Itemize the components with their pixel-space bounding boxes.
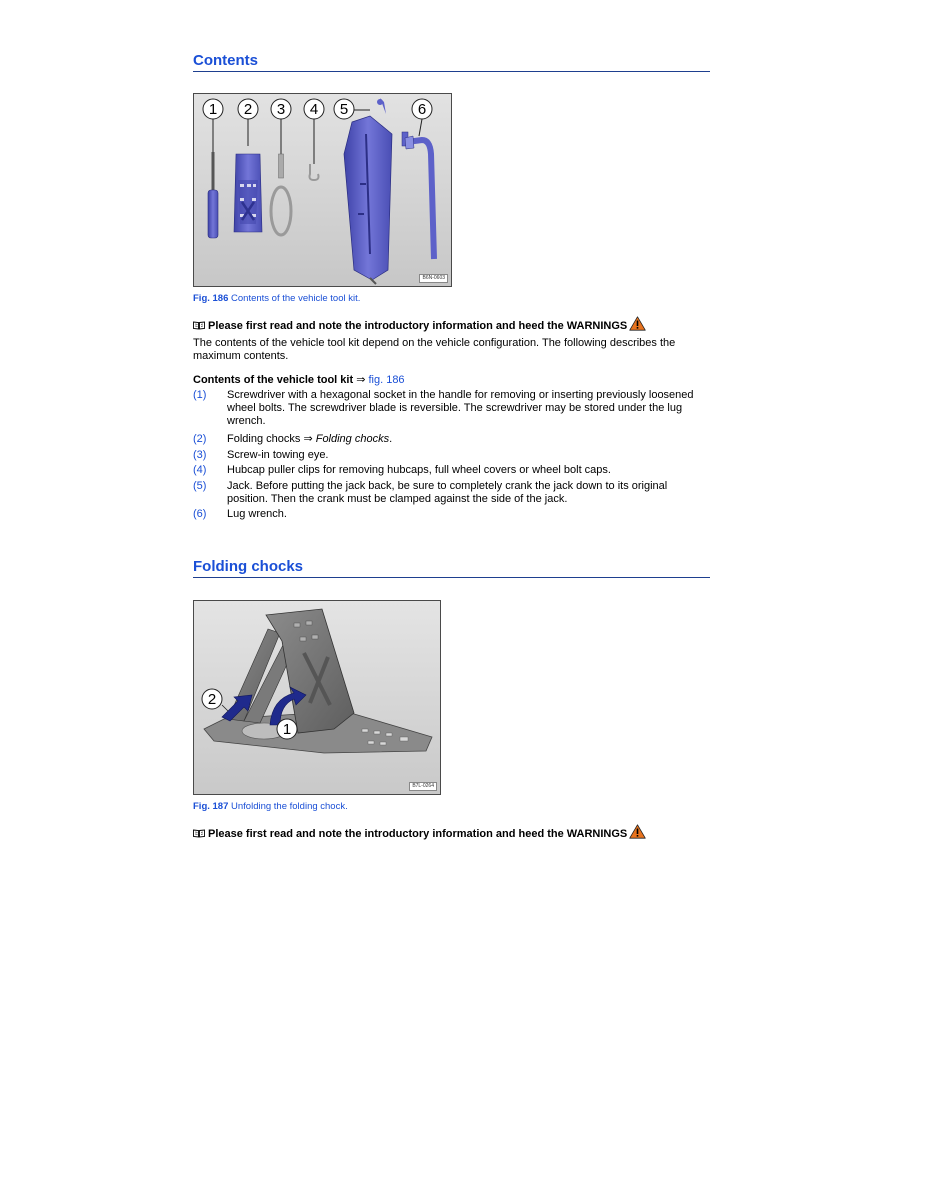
figure-code: B7L-0264 — [409, 782, 437, 791]
callout-label-4: 4 — [309, 101, 319, 118]
tool-kit-figure — [193, 93, 452, 287]
notice-text: Please first read and note the introductory information and heed the WARNINGS — [208, 320, 628, 332]
fig-186-link[interactable]: fig. 186 — [368, 374, 405, 386]
list-item — [193, 480, 710, 506]
callout-label-3: 3 — [276, 101, 286, 118]
notice-text: Please first read and note the introductory information and heed the WARNINGS — [208, 828, 628, 840]
list-item-arrow: ⇒ — [303, 433, 313, 445]
contents-heading: Contents — [193, 52, 710, 72]
list-heading-arrow: ⇒ — [356, 374, 366, 386]
tool-kit-list-heading — [193, 373, 405, 386]
list-item-text: Jack. Before putting the jack back, be sure to completely crank the jack down to its original position. Then the crank must be clamped against the side of the jack. — [227, 479, 668, 505]
warning-triangle-icon — [629, 824, 646, 839]
list-item — [193, 464, 710, 477]
book-icon — [193, 321, 205, 330]
figure-caption-text: Unfolding the folding chock. — [231, 801, 348, 812]
list-heading-text: Contents of the vehicle tool kit — [193, 374, 354, 386]
folding-chock-figure — [193, 600, 441, 795]
list-item-text: Screwdriver with a hexagonal socket in the handle for removing or inserting previously loosened wheel bolts. The screwdriver blade is reversible. The screwdriver may be stored under the lug wrench. — [227, 389, 694, 427]
warning-notice — [193, 824, 646, 840]
list-item — [193, 389, 710, 428]
figure-number: Fig. 186 — [193, 293, 229, 304]
book-icon — [193, 829, 205, 838]
callout-label-6: 6 — [417, 101, 427, 118]
folding-chocks-link[interactable]: Folding chocks — [315, 433, 390, 445]
intro-paragraph: The contents of the vehicle tool kit depend on the vehicle configuration. The following describes the maximum contents. — [193, 337, 676, 362]
list-item-number: (6) — [193, 508, 207, 520]
list-item-text-main: Folding chocks — [227, 433, 301, 445]
list-item-number: (4) — [193, 464, 207, 476]
callout-label-2: 2 — [207, 691, 217, 708]
list-item-number: (1) — [193, 389, 207, 401]
list-item-end: . — [389, 433, 393, 445]
list-item — [193, 449, 710, 462]
list-item-number: (5) — [193, 479, 207, 492]
callout-label-2: 2 — [243, 101, 253, 118]
list-item-text: Hubcap puller clips for removing hubcaps, full wheel covers or wheel bolt caps. — [227, 464, 611, 476]
list-item-text: Screw-in towing eye. — [227, 448, 329, 461]
figure-caption — [193, 801, 348, 812]
figure-number: Fig. 187 — [193, 801, 229, 812]
warning-notice — [193, 316, 646, 332]
list-item-number: (2) — [193, 433, 207, 445]
folding-chocks-heading: Folding chocks — [193, 558, 710, 578]
list-item-text — [227, 433, 710, 446]
callout-label-5: 5 — [339, 101, 349, 118]
figure-code: B6N-0603 — [419, 274, 448, 283]
list-item — [193, 508, 710, 521]
figure-caption — [193, 293, 360, 304]
tool-kit-list — [193, 389, 710, 524]
callout-label-1: 1 — [208, 101, 218, 118]
list-item-text: Lug wrench. — [227, 508, 287, 520]
folding-chocks-illustration — [234, 154, 262, 232]
callout-label-1: 1 — [282, 721, 292, 738]
list-item-number: (3) — [193, 448, 207, 461]
warning-triangle-icon — [629, 316, 646, 331]
figure-caption-text: Contents of the vehicle tool kit. — [231, 293, 361, 304]
list-item — [193, 433, 710, 446]
